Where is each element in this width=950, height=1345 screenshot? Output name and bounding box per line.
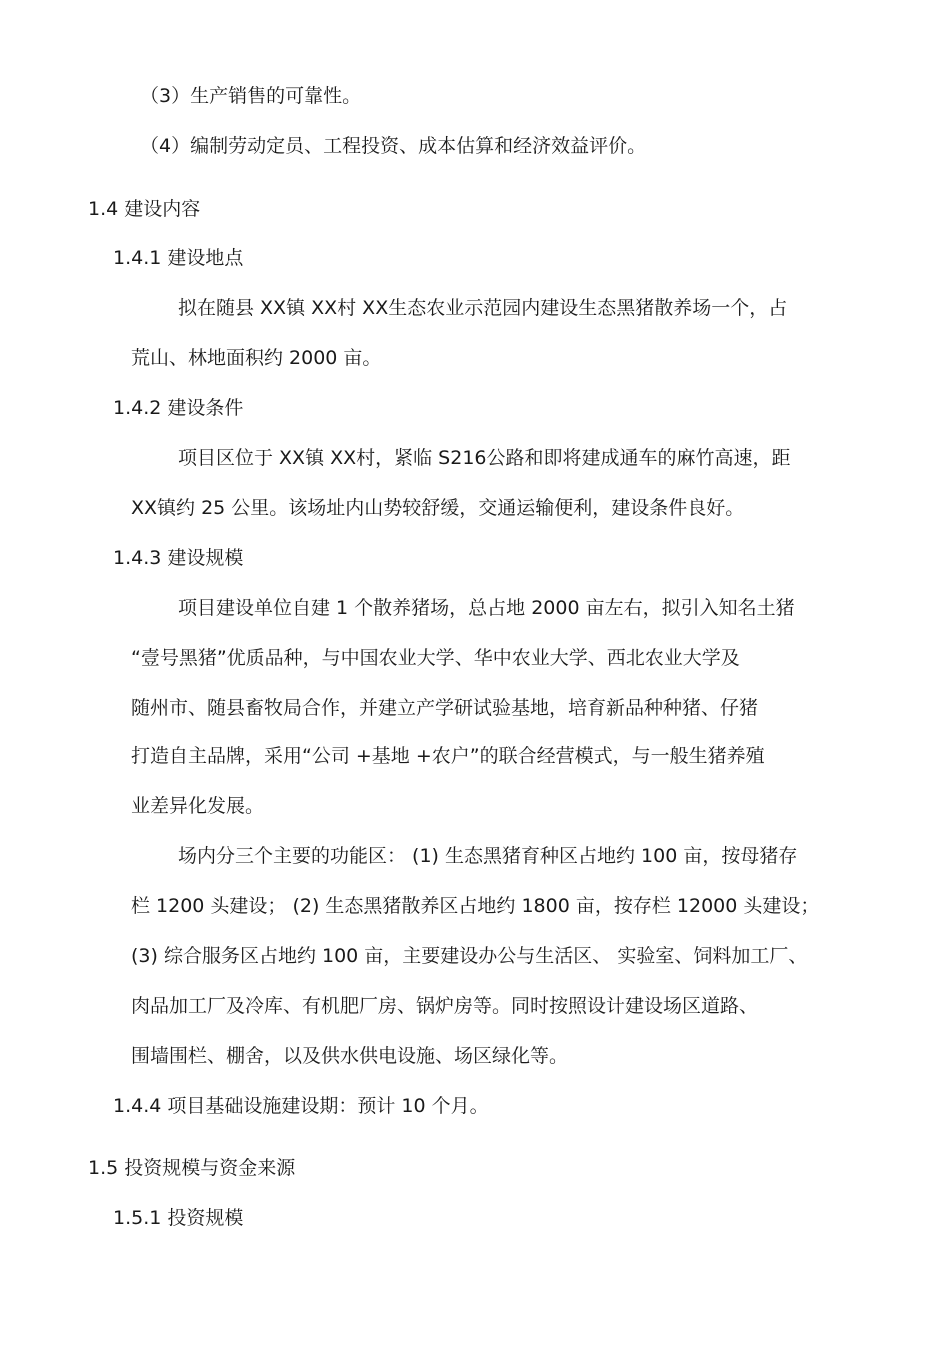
list-item-4: （4）编制劳动定员、工程投资、成本估算和经济效益评价。 xyxy=(140,135,647,157)
paragraph-line: 业差异化发展。 xyxy=(131,795,265,817)
paragraph-line: (3) 综合服务区占地约 100 亩，主要建设办公与生活区、 实验室、饲料加工厂、 xyxy=(131,945,808,967)
paragraph-line: 打造自主品牌，采用“公司 +基地 +农户”的联合经营模式，与一般生猪养殖 xyxy=(131,745,765,767)
paragraph-line: XX镇约 25 公里。该场址内山势较舒缓，交通运输便利，建设条件良好。 xyxy=(131,497,745,519)
paragraph-line: 肉品加工厂及冷库、有机肥厂房、锅炉房等。同时按照设计建设场区道路、 xyxy=(131,995,759,1017)
list-item-3: （3）生产销售的可靠性。 xyxy=(140,85,362,107)
paragraph-line: 场内分三个主要的功能区： (1) 生态黑猪育种区占地约 100 亩，按母猪存 xyxy=(178,845,798,867)
section-heading-1-4: 1.4 建设内容 xyxy=(88,198,201,220)
paragraph-line: 拟在随县 XX镇 XX村 XX生态农业示范园内建设生态黑猪散养场一个，占 xyxy=(178,297,788,319)
paragraph-line: 随州市、随县畜牧局合作，并建立产学研试验基地，培育新品种种猪、仔猪 xyxy=(131,697,759,719)
section-heading-1-5: 1.5 投资规模与资金来源 xyxy=(88,1157,296,1179)
paragraph-line: 栏 1200 头建设； (2) 生态黑猪散养区占地约 1800 亩，按存栏 12000 头建设； xyxy=(131,895,820,917)
paragraph-line: 围墙围栏、棚舍，以及供水供电设施、场区绿化等。 xyxy=(131,1045,569,1067)
subsection-heading-1-4-1: 1.4.1 建设地点 xyxy=(113,247,244,269)
paragraph-line: “壹号黑猪”优质品种，与中国农业大学、华中农业大学、西北农业大学及 xyxy=(131,647,740,669)
paragraph-line: 荒山、林地面积约 2000 亩。 xyxy=(131,347,382,369)
paragraph-line: 项目区位于 XX镇 XX村，紧临 S216公路和即将建成通车的麻竹高速，距 xyxy=(178,447,791,469)
paragraph-line: 项目建设单位自建 1 个散养猪场，总占地 2000 亩左右，拟引入知名土猪 xyxy=(178,597,795,619)
subsection-heading-1-4-4: 1.4.4 项目基础设施建设期：预计 10 个月。 xyxy=(113,1095,489,1117)
subsection-heading-1-4-3: 1.4.3 建设规模 xyxy=(113,547,244,569)
subsection-heading-1-5-1: 1.5.1 投资规模 xyxy=(113,1207,244,1229)
subsection-heading-1-4-2: 1.4.2 建设条件 xyxy=(113,397,244,419)
